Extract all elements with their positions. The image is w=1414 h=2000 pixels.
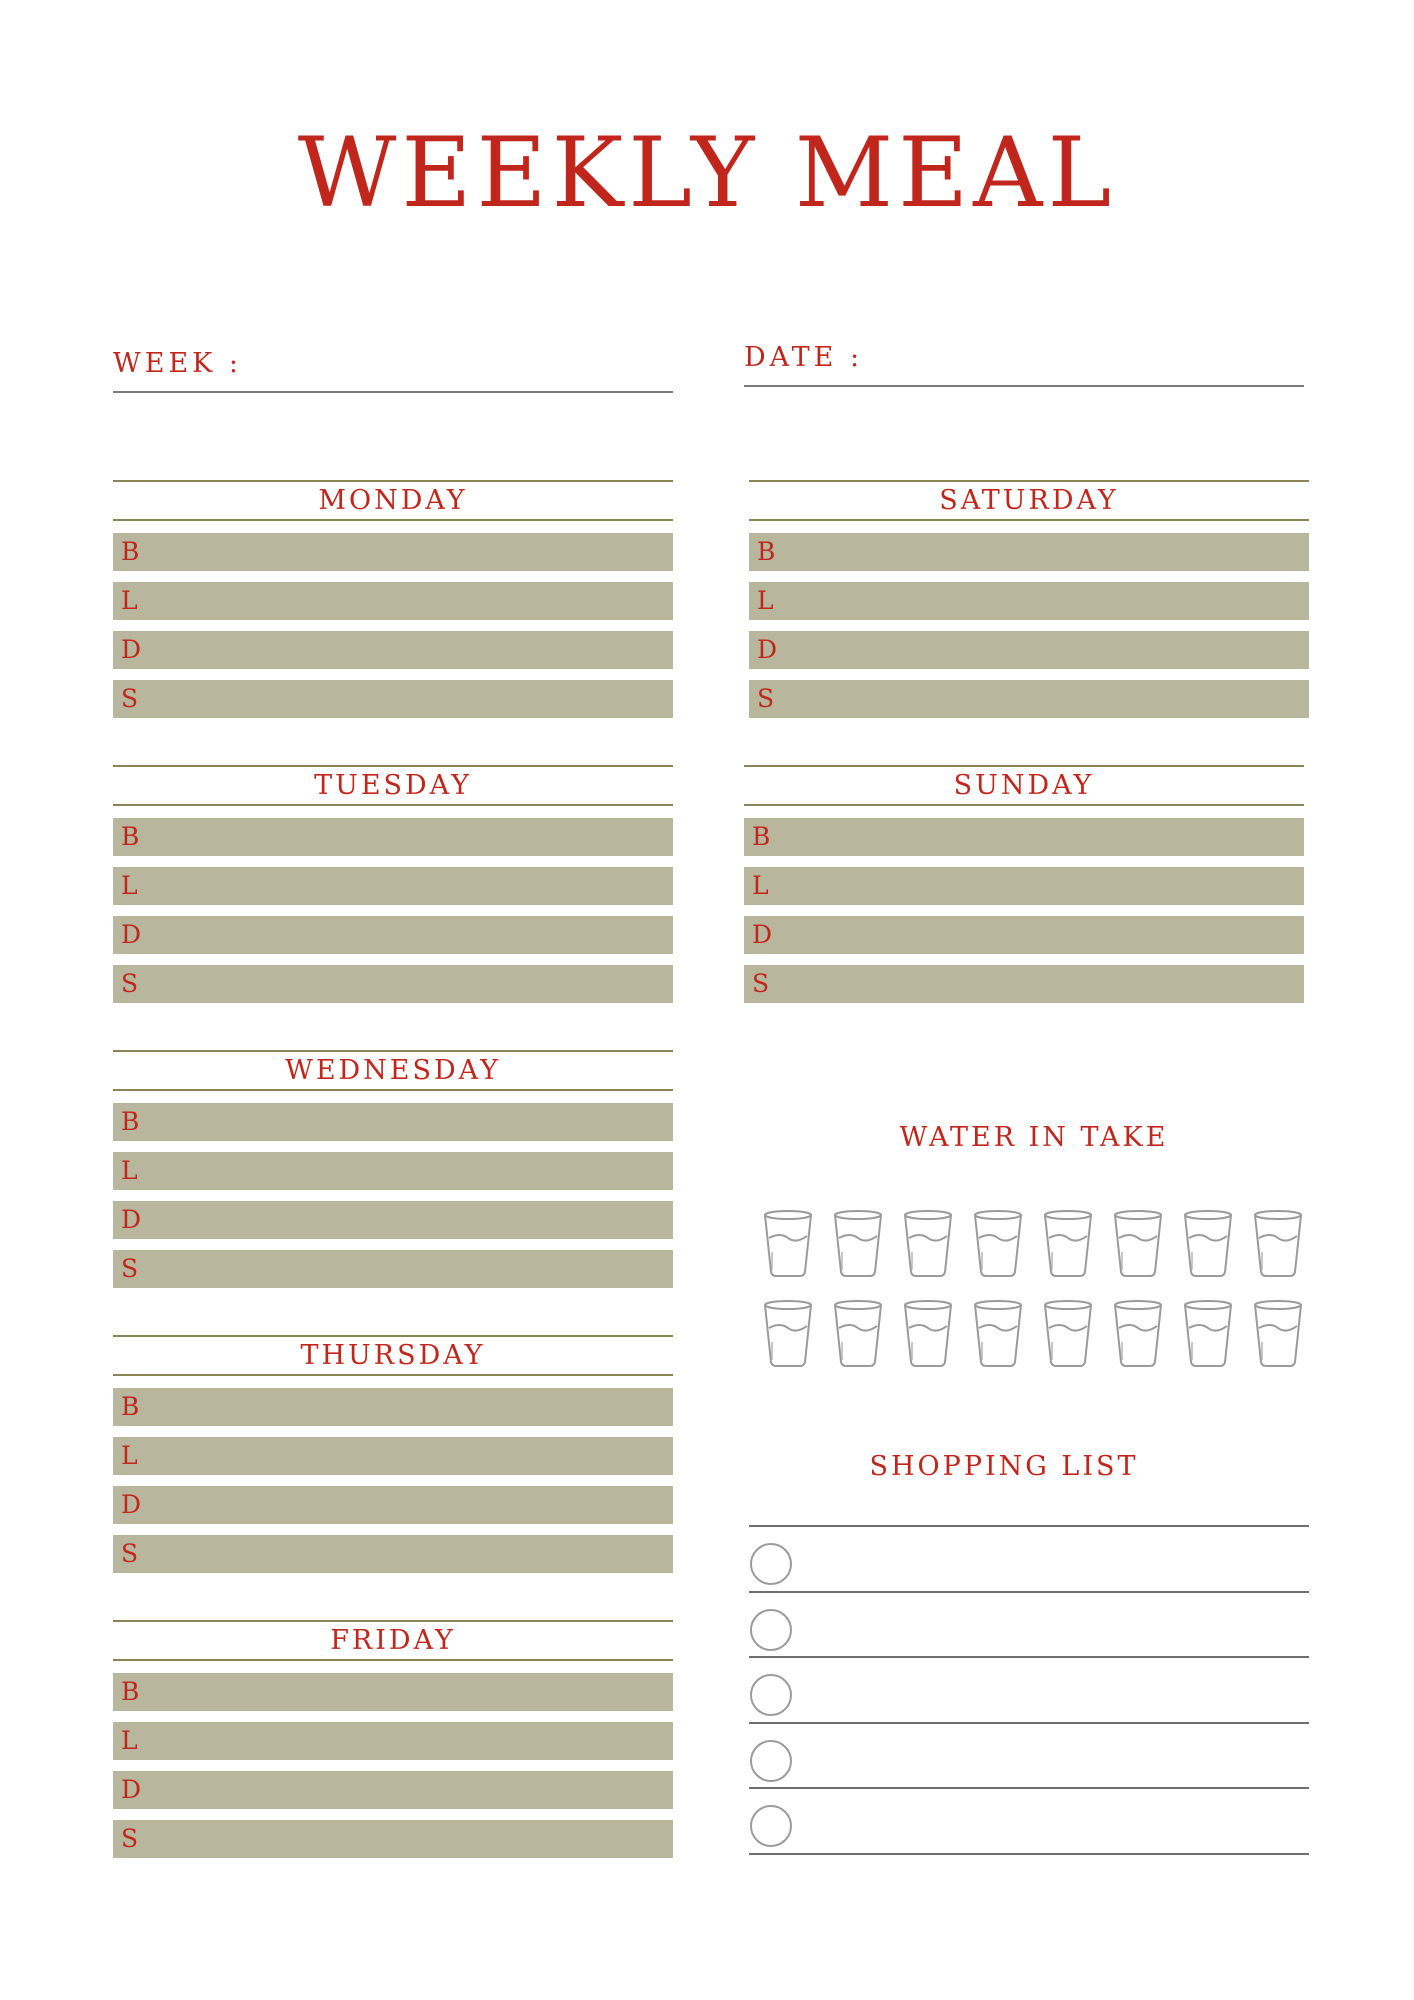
meal-row-lunch[interactable]: L	[744, 867, 1304, 905]
meal-row-lunch[interactable]: L	[113, 1152, 673, 1190]
day-title: SATURDAY	[749, 480, 1309, 521]
water-glass-icon[interactable]	[760, 1298, 816, 1370]
day-title: FRIDAY	[113, 1620, 673, 1661]
checkbox-circle-icon[interactable]	[750, 1543, 792, 1585]
meal-row-lunch[interactable]: L	[113, 1722, 673, 1760]
meal-row-snack[interactable]: S	[113, 965, 673, 1003]
water-glass-icon[interactable]	[970, 1208, 1026, 1280]
day-friday	[113, 1620, 673, 1869]
meal-row-breakfast[interactable]: B	[113, 1388, 673, 1426]
date-input-line[interactable]	[744, 385, 1304, 387]
water-glass-icon[interactable]	[900, 1208, 956, 1280]
meal-row-lunch[interactable]: L	[749, 582, 1309, 620]
page-title: WEEKLY MEAL	[297, 117, 1117, 229]
week-input-line[interactable]	[113, 391, 673, 393]
water-glass-icon[interactable]	[970, 1298, 1026, 1370]
meal-row-snack[interactable]: S	[744, 965, 1304, 1003]
meal-row-dinner[interactable]: D	[113, 1201, 673, 1239]
water-glass-icon[interactable]	[1250, 1298, 1306, 1370]
meal-row-snack[interactable]: S	[113, 1820, 673, 1858]
water-glass-icon[interactable]	[1250, 1208, 1306, 1280]
meal-row-snack[interactable]: S	[113, 1535, 673, 1573]
water-glass-icon[interactable]	[760, 1208, 816, 1280]
shopping-list-title: SHOPPING LIST	[869, 1451, 1139, 1482]
meal-row-dinner[interactable]: D	[113, 916, 673, 954]
shopping-line	[749, 1591, 1309, 1593]
day-tuesday	[113, 765, 673, 1014]
shopping-line	[749, 1853, 1309, 1855]
checkbox-circle-icon[interactable]	[750, 1805, 792, 1847]
meal-row-breakfast[interactable]: B	[113, 1673, 673, 1711]
meal-row-breakfast[interactable]: B	[113, 1103, 673, 1141]
meal-row-snack[interactable]: S	[749, 680, 1309, 718]
meal-row-dinner[interactable]: D	[113, 631, 673, 669]
water-glass-icon[interactable]	[1040, 1298, 1096, 1370]
week-label: WEEK :	[113, 348, 243, 379]
day-monday	[113, 480, 673, 729]
water-glass-icon[interactable]	[900, 1298, 956, 1370]
meal-row-breakfast[interactable]: B	[113, 818, 673, 856]
day-saturday	[749, 480, 1309, 729]
day-sunday	[744, 765, 1304, 1014]
shopping-line	[749, 1656, 1309, 1658]
water-glass-icon[interactable]	[830, 1298, 886, 1370]
water-intake-title: WATER IN TAKE	[899, 1122, 1169, 1153]
water-glass-icon[interactable]	[830, 1208, 886, 1280]
shopping-line	[749, 1525, 1309, 1527]
water-glass-icon[interactable]	[1110, 1298, 1166, 1370]
checkbox-circle-icon[interactable]	[750, 1609, 792, 1651]
day-title: TUESDAY	[113, 765, 673, 806]
meal-row-dinner[interactable]: D	[744, 916, 1304, 954]
water-glass-icon[interactable]	[1040, 1208, 1096, 1280]
meal-row-breakfast[interactable]: B	[113, 533, 673, 571]
water-glass-icon[interactable]	[1180, 1298, 1236, 1370]
meal-row-breakfast[interactable]: B	[749, 533, 1309, 571]
shopping-line	[749, 1722, 1309, 1724]
day-title: SUNDAY	[744, 765, 1304, 806]
meal-row-dinner[interactable]: D	[749, 631, 1309, 669]
meal-row-dinner[interactable]: D	[113, 1771, 673, 1809]
shopping-line	[749, 1787, 1309, 1789]
meal-row-dinner[interactable]: D	[113, 1486, 673, 1524]
meal-row-snack[interactable]: S	[113, 680, 673, 718]
checkbox-circle-icon[interactable]	[750, 1740, 792, 1782]
meal-row-lunch[interactable]: L	[113, 582, 673, 620]
day-wednesday	[113, 1050, 673, 1299]
date-label: DATE :	[744, 342, 864, 373]
day-title: MONDAY	[113, 480, 673, 521]
water-glass-icon[interactable]	[1180, 1208, 1236, 1280]
day-thursday	[113, 1335, 673, 1584]
water-glass-icon[interactable]	[1110, 1208, 1166, 1280]
meal-row-lunch[interactable]: L	[113, 867, 673, 905]
day-title: WEDNESDAY	[113, 1050, 673, 1091]
meal-row-snack[interactable]: S	[113, 1250, 673, 1288]
day-title: THURSDAY	[113, 1335, 673, 1376]
meal-row-breakfast[interactable]: B	[744, 818, 1304, 856]
meal-row-lunch[interactable]: L	[113, 1437, 673, 1475]
checkbox-circle-icon[interactable]	[750, 1674, 792, 1716]
